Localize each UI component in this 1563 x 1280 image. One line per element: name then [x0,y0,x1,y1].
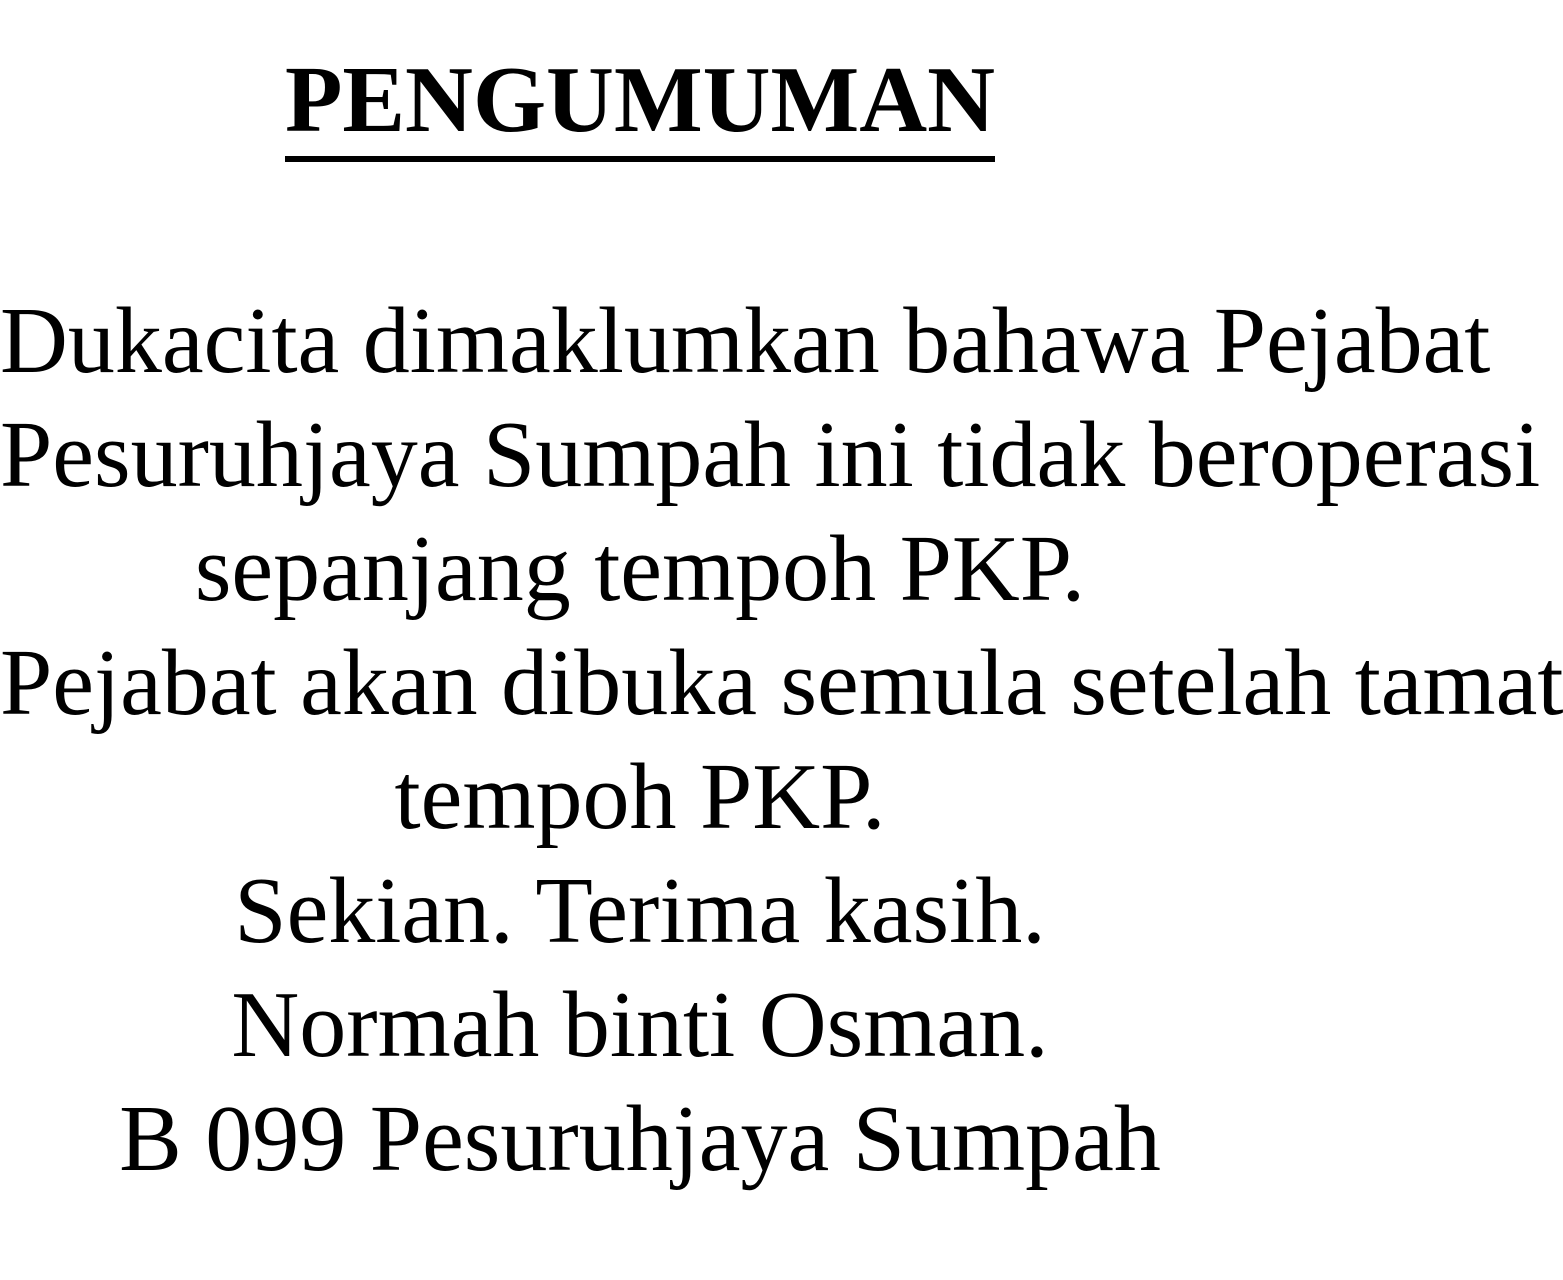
notice-title [0,44,1280,162]
notice-line-3: sepanjang tempoh PKP. [194,517,1086,621]
notice-line-7: Normah binti Osman. [231,973,1049,1077]
notice-line-2: Pesuruhjaya Sumpah ini tidak beroperasi [0,403,1541,507]
notice-line-6: Sekian. Terima kasih. [234,859,1046,963]
notice-line-8: B 099 Pesuruhjaya Sumpah [119,1087,1161,1191]
notice-title-text: PENGUMUMAN [285,44,995,162]
notice-line-5: tempoh PKP. [394,745,886,849]
notice-line-1: Dukacita dimaklumkan bahawa Pejabat [0,289,1491,393]
notice-line-4: Pejabat akan dibuka semula setelah tamat [0,631,1563,735]
